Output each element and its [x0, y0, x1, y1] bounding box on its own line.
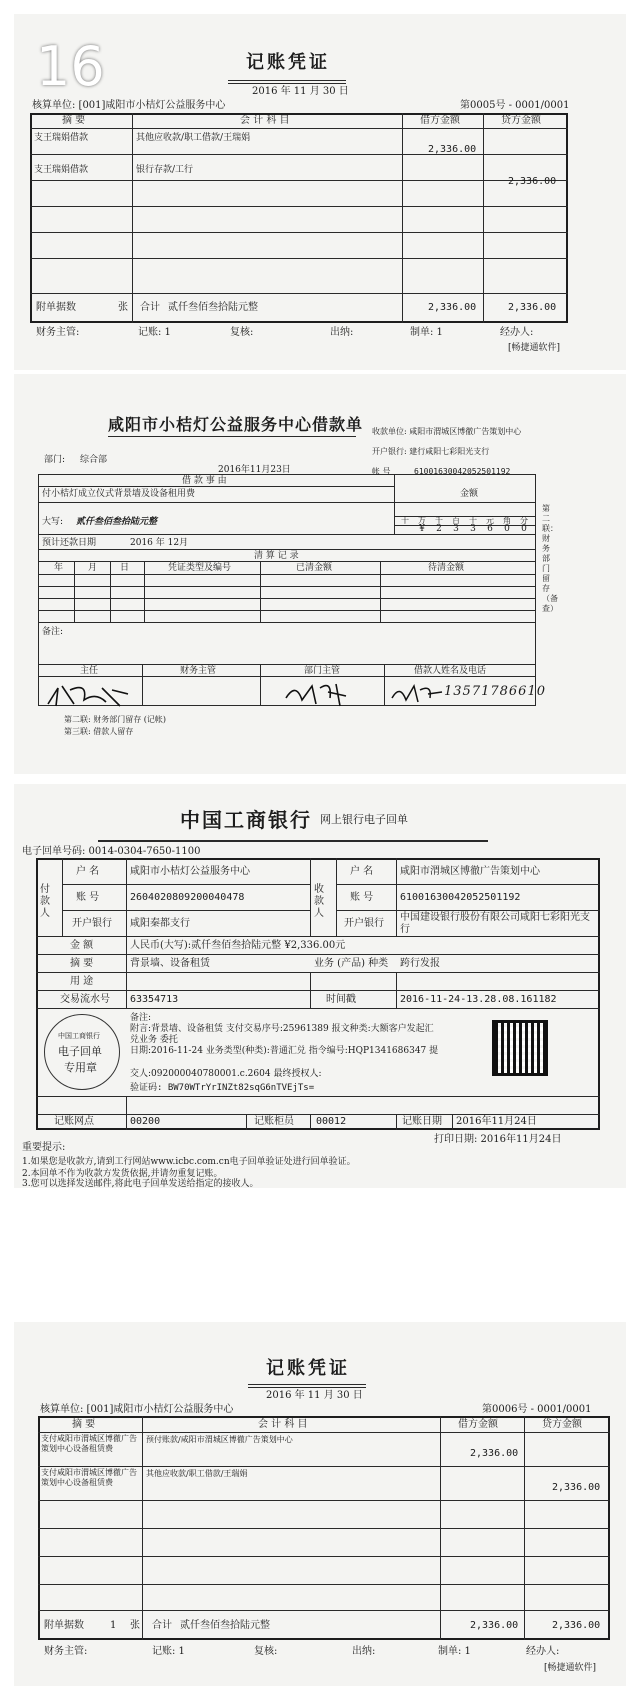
footer-supervisor: 财务主管: — [36, 327, 80, 338]
row2-summary: 支付咸阳市渭城区博徹广告策划中心设备租赁费 — [41, 1468, 137, 1487]
payer-name-label: 户 名 — [76, 866, 100, 877]
col-credit: 贷方金额 — [542, 1419, 582, 1430]
loan-title: 咸阳市小桔灯公益服务中心借款单 — [108, 415, 364, 434]
notes-line-1: 备注: — [130, 1013, 152, 1023]
title-underline — [228, 80, 346, 81]
col-summary: 摘 要 — [62, 115, 86, 126]
director-signature — [44, 678, 134, 712]
settle-header: 清 算 记 录 — [254, 551, 299, 561]
footer-cashier: 出纳: — [352, 1646, 376, 1657]
teller-label: 记账柜员 — [254, 1116, 294, 1127]
payer-bank-label: 开户银行 — [72, 918, 112, 929]
digit-unit: 万 — [418, 516, 426, 525]
amount-header: 金额 — [460, 489, 479, 499]
payee-name: 咸阳市渭城区博徹广告策划中心 — [400, 866, 540, 877]
payee-name-label: 户 名 — [350, 866, 374, 877]
qr-code-icon — [492, 1020, 548, 1076]
copy-3-note: 第三联: 借款人留存 — [64, 727, 134, 736]
col-debit: 借方金额 — [458, 1419, 498, 1430]
total-credit: 2,336.00 — [508, 302, 557, 313]
col-account: 会 计 科 目 — [240, 115, 290, 126]
dept-label: 部门: — [44, 455, 66, 465]
time-label: 时间戳 — [326, 994, 356, 1005]
settle-col-cleared: 已清金额 — [296, 563, 333, 573]
tip-2: 2.本回单不作为收款方发货依据,并请勿重复记账。 — [22, 1169, 223, 1179]
voucher-number: 第0006号 - 0001/0001 — [482, 1404, 592, 1415]
notes-line-3: 日期:2016-11-24 业务类型(种类):普通汇兑 指令编号:HQP1341686347 提 — [130, 1046, 439, 1056]
voucher-table — [30, 113, 568, 323]
payee-unit: 收款单位: 咸阳市渭城区博徹广告策划中心 — [372, 427, 522, 436]
settle-col-voucher: 凭证类型及编号 — [168, 563, 232, 573]
attach-label: 附单据数 — [36, 302, 76, 313]
tip-3: 3.您可以选择发送邮件,将此电子回单发送给指定的接收人。 — [22, 1179, 259, 1188]
footer-cashier: 出纳: — [330, 327, 354, 338]
digit-unit: 元 — [486, 516, 494, 525]
notes-line-2: 附言:背景墙、设备租赁 支付交易序号:25961389 报文种类:大额客户发起汇兑业务 委托 — [130, 1024, 434, 1045]
row2-credit: 2,336.00 — [508, 176, 557, 187]
digit-unit: 百 — [452, 516, 460, 525]
dept-head-signature — [282, 678, 352, 708]
settle-col-month: 月 — [88, 563, 98, 573]
row2-summary: 支王瑞娟借款 — [34, 165, 89, 175]
verify-code: 验证码: BW70WTrYrINZt82sqG6nTVEjTs= — [130, 1083, 315, 1093]
sign-finance: 财务主管 — [180, 666, 217, 676]
seal-top: 中国工商银行 — [58, 1032, 100, 1040]
book-date-label: 记账日期 — [402, 1116, 442, 1127]
payee-account: 61001630042052501192 — [414, 467, 511, 476]
row2-credit: 2,336.00 — [552, 1482, 601, 1493]
total-words: 贰仟叁佰叁拾陆元整 — [180, 1620, 270, 1631]
row1-debit: 2,336.00 — [428, 144, 477, 155]
reason-header: 借 款 事 由 — [182, 476, 227, 486]
payee-account-label: 帐 号 — [372, 467, 391, 476]
serial-value: 63354713 — [130, 994, 179, 1005]
settle-col-pending: 待清金额 — [428, 563, 465, 573]
row2-account: 其他应收款/职工借款/王瑞娟 — [146, 1469, 248, 1478]
footer-handler: 经办人: — [500, 327, 534, 338]
amount-words-label: 大写: — [42, 517, 64, 527]
page-number-badge: 16 — [36, 35, 105, 98]
payee-bank-label: 开户银行 — [344, 918, 384, 929]
software-tag: [畅捷通软件] — [508, 343, 561, 353]
digit-unit: 千 — [435, 516, 443, 525]
footer-maker: 制单: 1 — [410, 327, 443, 338]
node-label: 记账网点 — [54, 1116, 94, 1127]
col-summary: 摘 要 — [72, 1419, 96, 1430]
receipt-number: 电子回单号码: 0014-0304-7650-1100 — [22, 846, 201, 857]
footer-handler: 经办人: — [526, 1646, 560, 1657]
copy-2-note: 第二联: 财务部门留存 (记帐) — [64, 715, 167, 724]
node-value: 00200 — [130, 1116, 161, 1127]
remark-label: 备注: — [42, 627, 64, 637]
loan-slip-photo — [14, 374, 626, 774]
total-label: 合计 — [152, 1620, 172, 1631]
footer-reviewer: 复核: — [230, 327, 254, 338]
total-credit: 2,336.00 — [552, 1620, 601, 1631]
attach-unit: 张 — [130, 1620, 140, 1631]
voucher-unit: 核算单位: [001]咸阳市小桔灯公益服务中心 — [40, 1404, 234, 1415]
bank-receipt-photo — [14, 784, 626, 1188]
row1-account: 其他应收款/职工借款/王瑞娟 — [136, 133, 251, 143]
digit-unit: 十 — [401, 516, 409, 525]
repay-date: 2016 年 12月 — [130, 538, 189, 548]
digit-value: 0 — [504, 524, 510, 534]
voucher-date: 2016 年 11 月 30 日 — [266, 1390, 363, 1401]
summary-label: 摘 要 — [70, 958, 94, 969]
row1-summary: 支付咸阳市渭城区博徹广告策划中心设备租赁费 — [41, 1434, 137, 1453]
digit-value: 3 — [470, 524, 476, 534]
row2-account: 银行存款/工行 — [136, 165, 194, 175]
tip-1: 1.如果您是收款方,请到工行网站www.icbc.com.cn电子回单验证处进行回单验证。 — [22, 1157, 356, 1167]
borrower-signature — [390, 680, 444, 706]
seal-line-2: 专用章 — [64, 1061, 97, 1074]
payee-label: 收款人 — [314, 884, 324, 919]
serial-label: 交易流水号 — [60, 994, 110, 1005]
footer-reviewer: 复核: — [254, 1646, 278, 1657]
footer-bookkeeper: 记账: 1 — [138, 327, 171, 338]
voucher-title: 记账凭证 — [246, 52, 330, 73]
payee-bank: 中国建设银行股份有限公司咸阳七彩阳光支行 — [400, 912, 590, 935]
voucher-unit: 核算单位: [001]咸阳市小桔灯公益服务中心 — [32, 100, 226, 111]
payer-name: 咸阳市小桔灯公益服务中心 — [130, 866, 250, 877]
digit-value: 3 — [453, 524, 459, 534]
seal-line-1: 电子回单 — [58, 1045, 102, 1058]
dept-value: 综合部 — [80, 455, 108, 465]
col-credit: 贷方金额 — [501, 115, 541, 126]
col-account: 会 计 科 目 — [258, 1419, 308, 1430]
digit-value: 2 — [436, 524, 442, 534]
usage-label: 用 途 — [70, 976, 94, 987]
borrower-phone: 13571786610 — [444, 684, 546, 699]
payer-acct-label: 账 号 — [76, 892, 100, 903]
settle-col-day: 日 — [120, 563, 130, 573]
bank-name: 中国工商银行 — [180, 808, 312, 832]
repay-label: 预计还款日期 — [42, 538, 97, 548]
voucher-photo-2 — [14, 1322, 626, 1686]
voucher-photo-1 — [14, 14, 626, 370]
side-note: 第二联：财务部门留存（备查） — [542, 504, 558, 613]
teller-value: 00012 — [316, 1116, 347, 1127]
voucher-date: 2016 年 11 月 30 日 — [252, 86, 349, 97]
attach-count: 1 — [110, 1620, 117, 1631]
total-words: 贰仟叁佰叁拾陆元整 — [168, 302, 258, 313]
digit-value: 6 — [487, 524, 493, 534]
summary-value: 背景墙、设备租赁 — [130, 958, 210, 969]
sign-dept-head: 部门主管 — [304, 666, 341, 676]
voucher-title: 记账凭证 — [266, 1358, 350, 1379]
digit-unit: 分 — [520, 516, 528, 525]
loan-date: 2016年11月23日 — [218, 465, 291, 475]
digit-unit: 角 — [503, 516, 511, 525]
payer-label: 付款人 — [40, 884, 50, 919]
biz-type-label: 业务 (产品) 种类 — [314, 958, 389, 969]
tips-title: 重要提示: — [22, 1142, 66, 1153]
payee-acct: 61001630042052501192 — [400, 892, 521, 903]
settle-col-year: 年 — [54, 563, 64, 573]
amount-words: 贰仟叁佰叁拾陆元整 — [76, 517, 158, 527]
footer-bookkeeper: 记账: 1 — [152, 1646, 185, 1657]
amount-value: 人民币(大写):贰仟叁佰叁拾陆元整 ¥2,336.00元 — [130, 940, 346, 951]
attach-label: 附单据数 — [44, 1620, 84, 1631]
time-value: 2016-11-24-13.28.08.161182 — [400, 994, 557, 1005]
attach-unit: 张 — [118, 302, 128, 313]
total-debit: 2,336.00 — [470, 1620, 519, 1631]
payer-acct: 2604020809200040478 — [130, 892, 245, 903]
loan-reason: 付小桔灯成立仪式背景墙及设备租用费 — [42, 489, 196, 499]
print-date: 打印日期: 2016年11月24日 — [434, 1134, 562, 1145]
digit-value: ¥ — [419, 524, 425, 534]
row1-account: 预付账款/咸阳市渭城区博徹广告策划中心 — [146, 1435, 293, 1444]
book-date-value: 2016年11月24日 — [456, 1116, 537, 1127]
footer-maker: 制单: 1 — [438, 1646, 471, 1657]
payee-acct-label: 账 号 — [350, 892, 374, 903]
footer-supervisor: 财务主管: — [44, 1646, 88, 1657]
bank-subtitle: 网上银行电子回单 — [320, 813, 408, 826]
biz-type-value: 跨行发报 — [400, 958, 440, 969]
row1-summary: 支王瑞娟借款 — [34, 133, 89, 143]
voucher-number: 第0005号 - 0001/0001 — [460, 100, 570, 111]
notes-line-4: 交人:092000040780001.c.2604 最终授权人: — [130, 1069, 322, 1079]
digit-value: 0 — [521, 524, 527, 534]
row1-debit: 2,336.00 — [470, 1448, 519, 1459]
total-debit: 2,336.00 — [428, 302, 477, 313]
total-label: 合计 — [140, 302, 160, 313]
software-tag: [畅捷通软件] — [544, 1663, 597, 1673]
amount-label: 金 额 — [70, 940, 94, 951]
digit-unit: 十 — [469, 516, 477, 525]
col-debit: 借方金额 — [420, 115, 460, 126]
sign-director: 主任 — [80, 666, 99, 676]
sign-borrower: 借款人姓名及电话 — [414, 666, 487, 676]
payee-bank: 开户银行: 建行咸阳七彩阳光支行 — [372, 447, 490, 456]
payer-bank: 咸阳秦都支行 — [130, 918, 190, 929]
